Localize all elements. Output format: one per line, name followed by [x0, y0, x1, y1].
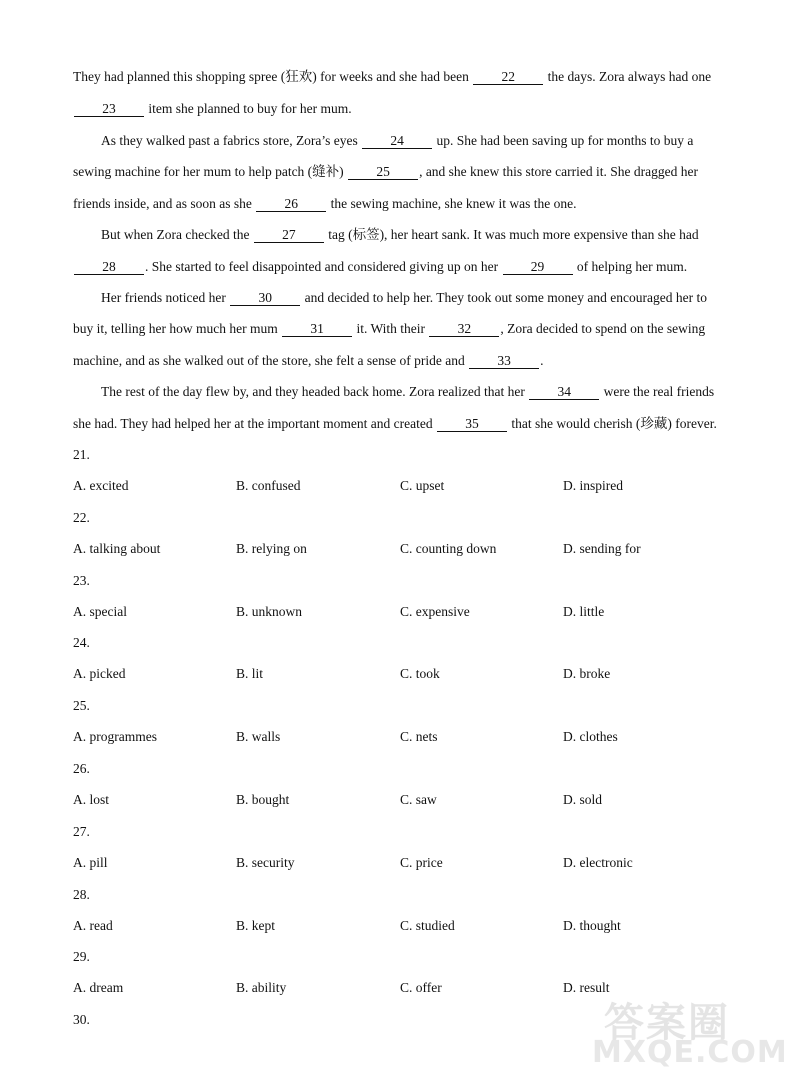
- blank-28: 28: [74, 260, 144, 275]
- passage-text: Her friends noticed her: [101, 290, 230, 305]
- blank-32: 32: [429, 322, 499, 337]
- watermark-cn-text: 答案圈: [604, 1000, 730, 1046]
- option-b: B. kept: [236, 918, 275, 933]
- passage-text: . She started to feel disappointed and considered giving up on her: [145, 259, 502, 274]
- passage-text: were the real friends: [600, 384, 715, 399]
- option-c: C. expensive: [400, 604, 470, 619]
- option-c: C. studied: [400, 918, 455, 933]
- question-number: 27.: [73, 824, 90, 839]
- passage-text: of helping her mum.: [573, 259, 688, 274]
- option-d: D. result: [563, 980, 610, 995]
- question-number: 26.: [73, 761, 90, 776]
- question-number: 24.: [73, 635, 90, 650]
- question-number: 29.: [73, 949, 90, 964]
- blank-34: 34: [529, 385, 599, 400]
- blank-23: 23: [74, 102, 144, 117]
- passage-text: sewing machine for her mum to help patch (缝补): [73, 164, 348, 179]
- passage-text: the days. Zora always had one: [544, 69, 712, 84]
- blank-31: 31: [282, 322, 352, 337]
- option-a: A. lost: [73, 792, 110, 807]
- question-number: 25.: [73, 698, 90, 713]
- passage-text: As they walked past a fabrics store, Zora’s eyes: [101, 133, 362, 148]
- option-a: A. special: [73, 604, 127, 619]
- option-a: A. read: [73, 918, 113, 933]
- passage-text: it. With their: [353, 321, 429, 336]
- passage-line: [73, 320, 727, 338]
- option-c: C. took: [400, 666, 440, 681]
- passage-line: [101, 383, 727, 401]
- option-c: C. nets: [400, 729, 438, 744]
- option-b: B. security: [236, 855, 295, 870]
- option-d: D. broke: [563, 666, 611, 681]
- option-d: D. sold: [563, 792, 603, 807]
- option-c: C. saw: [400, 792, 437, 807]
- blank-22: 22: [473, 70, 543, 85]
- passage-text: buy it, telling her how much her mum: [73, 321, 282, 336]
- passage-line: [73, 100, 727, 118]
- passage-line: [101, 226, 727, 244]
- question-number: 21.: [73, 447, 90, 462]
- passage-text: friends inside, and as soon as she: [73, 196, 256, 211]
- passage-line: [73, 195, 727, 213]
- blank-25: 25: [348, 165, 418, 180]
- passage-text: But when Zora checked the: [101, 227, 253, 242]
- option-d: D. inspired: [563, 478, 623, 493]
- option-d: D. clothes: [563, 729, 618, 744]
- option-a: A. dream: [73, 980, 124, 995]
- passage-line: [101, 132, 727, 150]
- passage-line: [73, 68, 727, 86]
- option-c: C. counting down: [400, 541, 497, 556]
- question-number: 30.: [73, 1012, 90, 1027]
- question-number: 28.: [73, 887, 90, 902]
- passage-text: , Zora decided to spend on the sewing: [500, 321, 706, 336]
- passage-text: and decided to help her. They took out some money and encouraged her to: [301, 290, 707, 305]
- option-c: C. upset: [400, 478, 445, 493]
- watermark-logo: [592, 991, 788, 1071]
- blank-24: 24: [362, 134, 432, 149]
- passage-text: up. She had been saving up for months to buy a: [433, 133, 694, 148]
- passage-text: .: [540, 353, 544, 368]
- passage-text: item she planned to buy for her mum.: [145, 101, 352, 116]
- passage-text: she had. They had helped her at the important moment and created: [73, 416, 436, 431]
- option-b: B. lit: [236, 666, 264, 681]
- option-b: B. bought: [236, 792, 290, 807]
- question-number: 23.: [73, 573, 90, 588]
- option-b: B. confused: [236, 478, 301, 493]
- blank-26: 26: [256, 197, 326, 212]
- blank-35: 35: [437, 417, 507, 432]
- option-d: D. electronic: [563, 855, 633, 870]
- passage-line: [73, 258, 727, 276]
- blank-33: 33: [469, 354, 539, 369]
- option-c: C. price: [400, 855, 443, 870]
- passage-text: that she would cherish (珍藏) forever.: [508, 416, 717, 431]
- option-a: A. talking about: [73, 541, 161, 556]
- option-a: A. programmes: [73, 729, 157, 744]
- option-a: A. picked: [73, 666, 126, 681]
- option-d: D. little: [563, 604, 605, 619]
- passage-text: They had planned this shopping spree (狂欢) for weeks and she had been: [73, 69, 473, 84]
- passage-text: machine, and as she walked out of the store, she felt a sense of pride and: [73, 353, 469, 368]
- option-c: C. offer: [400, 980, 442, 995]
- passage-line: [73, 415, 727, 433]
- watermark-en-text: MXQE.COM: [592, 1035, 788, 1070]
- option-d: D. thought: [563, 918, 621, 933]
- passage-line: [73, 163, 727, 181]
- question-number: 22.: [73, 510, 90, 525]
- passage-text: tag (标签), her heart sank. It was much more expensive than she had: [324, 227, 699, 242]
- option-b: B. walls: [236, 729, 281, 744]
- passage-line: [101, 289, 727, 307]
- option-d: D. sending for: [563, 541, 641, 556]
- passage-text: The rest of the day flew by, and they headed back home. Zora realized that her: [101, 384, 529, 399]
- blank-30: 30: [230, 291, 300, 306]
- option-a: A. pill: [73, 855, 108, 870]
- passage-text: the sewing machine, she knew it was the one.: [327, 196, 577, 211]
- passage-line: [73, 352, 727, 370]
- blank-27: 27: [254, 228, 324, 243]
- passage-text: , and she knew this store carried it. She dragged her: [419, 164, 698, 179]
- option-b: B. relying on: [236, 541, 307, 556]
- option-b: B. unknown: [236, 604, 303, 619]
- option-b: B. ability: [236, 980, 287, 995]
- option-a: A. excited: [73, 478, 129, 493]
- blank-29: 29: [503, 260, 573, 275]
